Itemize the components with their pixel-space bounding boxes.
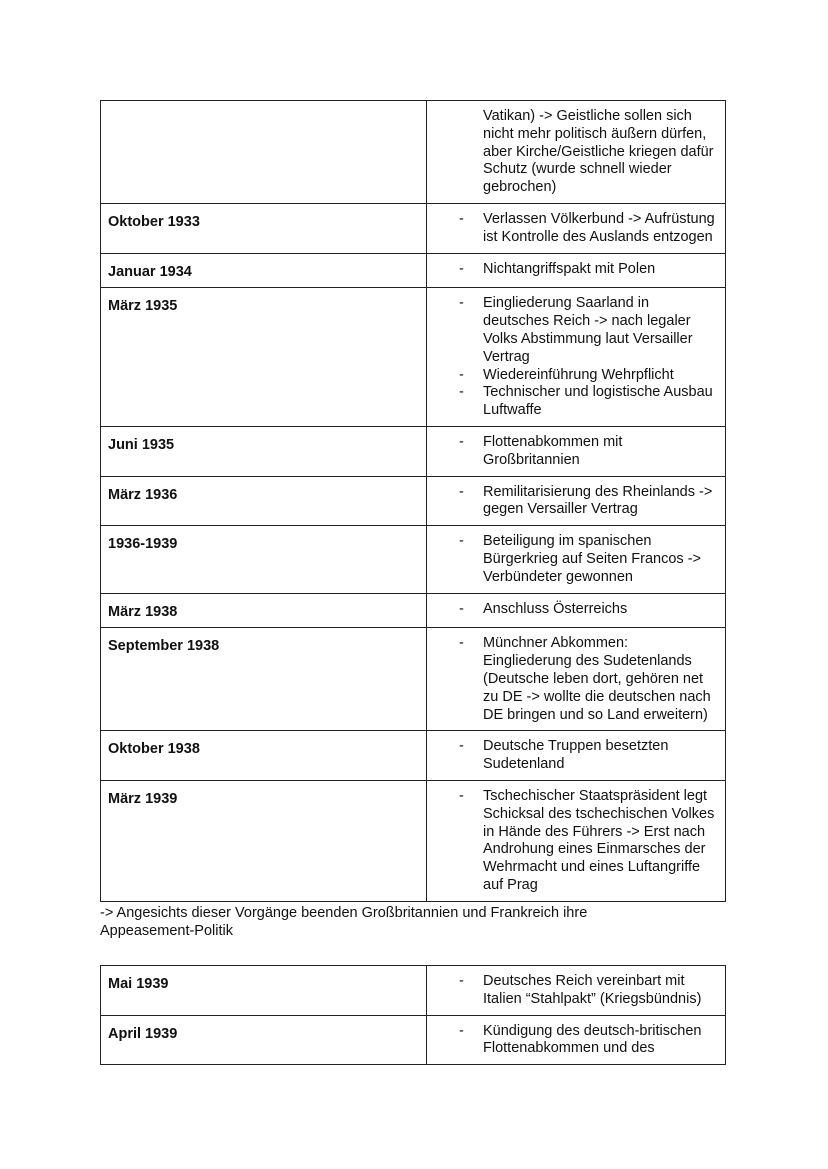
- bullet-dash: -: [459, 533, 464, 550]
- event-cell: [427, 1015, 726, 1065]
- bullet-dash: -: [459, 433, 464, 450]
- date-cell: Januar 1934: [101, 253, 427, 288]
- timeline-row: [101, 288, 726, 427]
- event-item: [427, 484, 717, 520]
- bullet-dash: -: [459, 295, 464, 312]
- bullet-dash: -: [459, 260, 464, 277]
- bullet-dash: -: [459, 973, 464, 989]
- appeasement-note: -> Angesichts dieser Vorgänge beenden Großbritannien und Frankreich ihre Appeasement-Politik: [100, 905, 588, 939]
- event-item: [427, 108, 717, 197]
- bullet-dash: -: [459, 787, 464, 804]
- timeline-row: [101, 203, 726, 253]
- event-text: Beteiligung im spanischen Bürgerkrieg auf Seiten Francos -> Verbündeter gewonnen: [483, 533, 702, 585]
- timeline-table-2: [100, 965, 726, 1065]
- event-text: Deutsche Truppen besetzten Sudetenland: [483, 738, 669, 773]
- event-item: [427, 788, 717, 895]
- event-cell: [427, 731, 726, 781]
- bullet-dash: -: [459, 600, 464, 617]
- date-cell: März 1935: [101, 288, 427, 427]
- event-cell: [427, 203, 726, 253]
- event-text: Kündigung des deutsch-britischen Flottenabkommen und des: [483, 1022, 702, 1057]
- event-text: Technischer und logistische Ausbau Luftwaffe: [483, 384, 713, 419]
- event-cell: [427, 593, 726, 628]
- event-cell: [427, 780, 726, 901]
- timeline-row: [101, 780, 726, 901]
- event-text: Remilitarisierung des Rheinlands -> gegen Versailler Vertrag: [483, 483, 713, 518]
- event-item: [427, 211, 717, 247]
- bullet-dash: -: [459, 483, 464, 500]
- date-cell: März 1939: [101, 780, 427, 901]
- event-text: Anschluss Österreichs: [483, 600, 628, 617]
- event-cell: [427, 526, 726, 593]
- event-text: Wiedereinführung Wehrpflicht: [483, 366, 674, 383]
- bullet-dash: [427, 108, 483, 197]
- event-item: [427, 367, 717, 385]
- timeline-row: [101, 731, 726, 781]
- date-cell: 1936-1939: [101, 526, 427, 593]
- event-item: [427, 601, 717, 619]
- bullet-dash: -: [459, 635, 464, 652]
- date-cell: Oktober 1933: [101, 203, 427, 253]
- event-text: Verlassen Völkerbund -> Aufrüstung ist Kontrolle des Auslands entzogen: [483, 210, 715, 245]
- timeline-row: [101, 101, 726, 204]
- event-cell: [427, 288, 726, 427]
- date-cell: [101, 101, 427, 204]
- event-cell: [427, 476, 726, 526]
- event-item: [427, 295, 717, 366]
- event-text: Vatikan) -> Geistliche sollen sich nicht mehr politisch äußern dürfen, aber Kirche/Geistliche kriegen dafür Schutz (wurde schnell wieder gebrochen): [483, 108, 714, 196]
- event-item: [427, 635, 717, 724]
- bullet-dash: -: [459, 366, 464, 383]
- timeline-row: [101, 628, 726, 731]
- timeline-table-1: [100, 100, 726, 902]
- date-cell: Juni 1935: [101, 426, 427, 476]
- event-cell: [427, 426, 726, 476]
- event-item: [427, 261, 717, 279]
- event-cell: [427, 628, 726, 731]
- date-cell: Mai 1939: [101, 966, 427, 1016]
- event-text: Münchner Abkommen: Eingliederung des Sudetenlands (Deutsche leben dort, gehören net zu DE -> wollte die deutschen nach DE bringen und so Land erweitern): [483, 635, 711, 723]
- event-item: [427, 533, 717, 586]
- timeline-row: [101, 526, 726, 593]
- date-cell: April 1939: [101, 1015, 427, 1065]
- date-cell: März 1938: [101, 593, 427, 628]
- event-item: [427, 738, 717, 774]
- bullet-dash: -: [459, 1022, 464, 1039]
- event-cell: [427, 966, 726, 1016]
- event-item: [427, 384, 717, 420]
- bullet-dash: -: [459, 210, 464, 227]
- event-cell: [427, 101, 726, 204]
- date-cell: März 1936: [101, 476, 427, 526]
- timeline-row: [101, 593, 726, 628]
- date-cell: Oktober 1938: [101, 731, 427, 781]
- event-text: Tschechischer Staatspräsident legt Schicksal des tschechischen Volkes in Hände des Führers -> Erst nach Androhung eines Einmarsches der Wehrmacht und eines Luftangriffe auf Prag: [483, 787, 715, 893]
- timeline-row: [101, 426, 726, 476]
- date-cell: September 1938: [101, 628, 427, 731]
- event-text: Flottenabkommen mit Großbritannien: [483, 433, 623, 468]
- timeline-row: [101, 966, 726, 1016]
- event-item: [427, 973, 717, 1009]
- bullet-dash: -: [459, 384, 464, 401]
- event-text: Eingliederung Saarland in deutsches Reich -> nach legaler Volks Abstimmung laut Versailler Vertrag: [483, 295, 693, 365]
- timeline-row: [101, 253, 726, 288]
- event-item: [427, 434, 717, 470]
- event-item: [427, 1023, 717, 1059]
- event-cell: [427, 253, 726, 288]
- timeline-row: [101, 476, 726, 526]
- event-text: Deutsches Reich vereinbart mit Italien “Stahlpakt” (Kriegsbündnis): [483, 973, 702, 1007]
- timeline-row: [101, 1015, 726, 1065]
- event-text: Nichtangriffspakt mit Polen: [483, 260, 656, 277]
- bullet-dash: -: [459, 738, 464, 755]
